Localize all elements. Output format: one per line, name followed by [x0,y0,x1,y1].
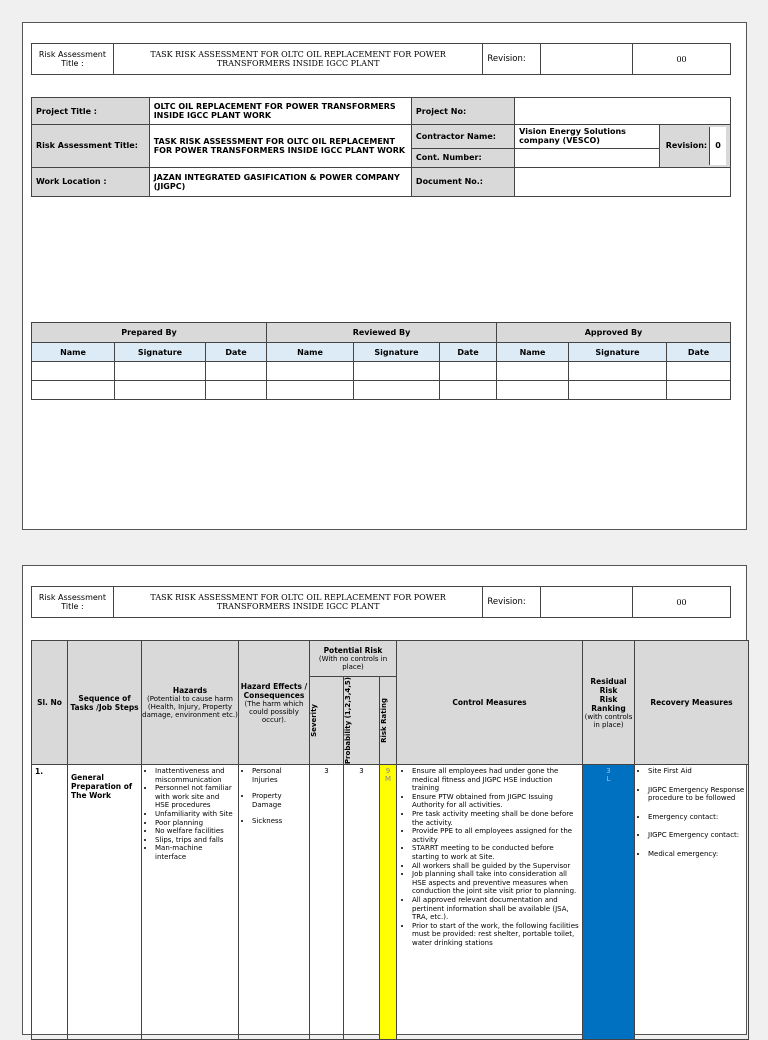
row-hazards [142,765,239,1040]
reviewed-name-header: Name [267,343,354,362]
list-item: • Job planning shall take into consideration all HSE aspects and preventive measures when conduction the joint site visit prior to planning. [412,870,579,896]
residual-level: L [606,775,611,784]
hazards-header-sub: (Potential to cause harm (Health, Injury, Property damage, environment etc.) [142,695,238,720]
list-item: • STARRT meeting to be conducted before starting to work at Site. [412,844,579,861]
page-2 [22,565,747,1035]
reviewed-signature-header: Signature [354,343,440,362]
sig-cell[interactable] [667,381,731,400]
ra-title-value: TASK RISK ASSESSMENT FOR OLTC OIL REPLACEMENT FOR POWER TRANSFORMERS INSIDE IGCC PLANT [113,587,482,618]
list-item: • Personnel not familiar with work site and HSE procedures [155,784,235,810]
sig-cell[interactable] [32,381,115,400]
sig-cell[interactable] [667,362,731,381]
severity-header-text: Severity [310,704,318,737]
list-item: • No welfare facilities [155,827,235,836]
effects-list [242,767,306,826]
revision-value [541,44,633,75]
ra-title-value-2: TASK RISK ASSESSMENT FOR OLTC OIL REPLACEMENT FOR POWER TRANSFORMERS INSIDE IGCC PLANT WORK [149,125,411,167]
residual-value: 3 [606,767,611,776]
risk-rating-level: M [384,775,392,784]
list-item: • JIGPC Emergency Response procedure to be followed [648,786,745,803]
list-item: • All workers shall be guided by the Supervisor [412,862,579,871]
row-sequence: General Preparation of The Work [68,765,142,1040]
list-item: • Ensure all employees had under gone the medical fitness and JIGPC HSE induction training [412,767,579,793]
list-item: • Site First Aid [648,767,745,776]
severity-header [310,677,344,765]
list-item: • Unfamiliarity with Site [155,810,235,819]
effects-header-sub: (The harm which could possibly occur). [244,699,304,724]
controls-list [400,767,579,947]
sig-cell[interactable] [354,381,440,400]
row-residual [583,765,635,1040]
list-item: • All approved relevant documentation and pertinent information shall be available (JSA, TRA, etc.). [412,896,579,922]
sig-cell[interactable] [354,362,440,381]
sig-cell[interactable] [115,381,206,400]
list-item: • Emergency contact: [648,813,745,822]
sig-cell[interactable] [497,362,569,381]
doc-header-table [31,43,731,75]
page-1 [22,22,747,530]
residual-sub: (with controls in place) [584,712,633,729]
list-item: • Slips, trips and falls [155,836,235,845]
risk-rating-header [380,677,397,765]
document-no-value [515,167,731,196]
risk-rating-header-text: Risk Rating [380,698,388,743]
row-sl-no: 1. [32,765,68,1040]
row-severity: 3 [310,765,344,1040]
row-probability: 3 [344,765,380,1040]
residual-risk-header [583,641,635,765]
recovery-header: Recovery Measures [635,641,749,765]
sig-cell[interactable] [206,362,267,381]
recovery-list [638,767,745,859]
work-location-label: Work Location : [32,167,150,196]
revision-number: 00 [633,587,731,618]
cont-number-label: Cont. Number: [411,148,514,167]
sig-cell[interactable] [267,381,354,400]
hazards-header [142,641,239,765]
prepared-signature-header: Signature [115,343,206,362]
reviewed-by-header: Reviewed By [267,323,497,343]
sig-cell[interactable] [115,362,206,381]
project-no-value [515,98,731,125]
revision-label: Revision: [483,44,541,75]
list-item: • Ensure PTW obtained from JIGPC Issuing Authority for all activities. [412,793,579,810]
sl-no-header: Sl. No [32,641,68,765]
probability-header [344,677,380,765]
sig-cell[interactable] [206,381,267,400]
revision-number: 00 [633,44,731,75]
ra-title-label: Risk Assessment Title : [32,587,114,618]
list-item: • Sickness [252,817,306,826]
prepared-date-header: Date [206,343,267,362]
list-item: • Medical emergency: [648,850,745,859]
document-no-label: Document No.: [411,167,514,196]
row-effects [239,765,310,1040]
row-controls [397,765,583,1040]
sig-cell[interactable] [32,362,115,381]
approved-by-header: Approved By [497,323,731,343]
doc-header-table-2 [31,586,731,618]
revision-label: Revision: [483,587,541,618]
probability-header-text: Probability (1,2,3,4,5) [344,677,352,765]
hazards-header-title: Hazards [172,686,208,696]
risk-rating-value: 9 [385,767,391,776]
sig-cell[interactable] [267,362,354,381]
project-no-label: Project No: [411,98,514,125]
project-title-label: Project Title : [32,98,150,125]
list-item: • Poor planning [155,819,235,828]
list-item: • Inattentiveness and miscommunication [155,767,235,784]
row-recovery [635,765,749,1040]
residual-ranking-title: Risk Ranking [591,694,626,713]
reviewed-date-header: Date [440,343,497,362]
approved-name-header: Name [497,343,569,362]
revision-value-2: 0 [710,127,726,164]
project-title-value: OLTC OIL REPLACEMENT FOR POWER TRANSFORMERS INSIDE IGCC PLANT WORK [149,98,411,125]
table-row [32,765,749,1040]
contractor-value: Vision Energy Solutions company (VESCO) [515,125,660,148]
potential-risk-sub: (With no controls in place) [318,655,388,671]
list-item: • Man-machine interface [155,844,235,861]
sig-cell[interactable] [569,381,667,400]
project-info-table [31,97,731,197]
ra-title-label-2: Risk Assessment Title: [32,125,150,167]
residual-title: Residual Risk [590,676,627,695]
sequence-header: Sequence of Tasks /Job Steps [68,641,142,765]
approved-signature-header: Signature [569,343,667,362]
list-item: • Personal Injuries [252,767,306,784]
ra-title-label: Risk Assessment Title : [32,44,114,75]
hazards-list [145,767,235,862]
risk-assessment-table [31,640,749,1040]
revision-label-2 [659,125,730,167]
prepared-by-header: Prepared By [32,323,267,343]
effects-header [239,641,310,765]
work-location-value: JAZAN INTEGRATED GASIFICATION & POWER COMPANY (JIGPC) [149,167,411,196]
control-measures-header: Control Measures [397,641,583,765]
potential-risk-header [310,641,397,677]
approved-date-header: Date [667,343,731,362]
cont-number-value [515,148,660,167]
list-item: • JIGPC Emergency contact: [648,831,745,840]
ra-title-value: TASK RISK ASSESSMENT FOR OLTC OIL REPLACEMENT FOR POWER TRANSFORMERS INSIDE IGCC PLANT [113,44,482,75]
prepared-name-header: Name [32,343,115,362]
revision-value [541,587,633,618]
list-item: • Pre task activity meeting shall be done before the activity. [412,810,579,827]
sig-cell[interactable] [440,381,497,400]
list-item: • Prior to start of the work, the following facilities must be provided: rest shelter, portable toilet, water drinking stations [412,922,579,948]
potential-risk-title: Potential Risk [323,646,383,655]
list-item: • Provide PPE to all employees assigned for the activity [412,827,579,844]
list-item: • Property Damage [252,792,306,809]
signoff-table [31,322,731,400]
revision-label-text: Revision: [664,127,710,164]
sig-cell[interactable] [497,381,569,400]
row-risk-rating [380,765,397,1040]
sig-cell[interactable] [440,362,497,381]
effects-header-title: Hazard Effects / Consequences [240,681,308,700]
sig-cell[interactable] [569,362,667,381]
contractor-label: Contractor Name: [411,125,514,148]
